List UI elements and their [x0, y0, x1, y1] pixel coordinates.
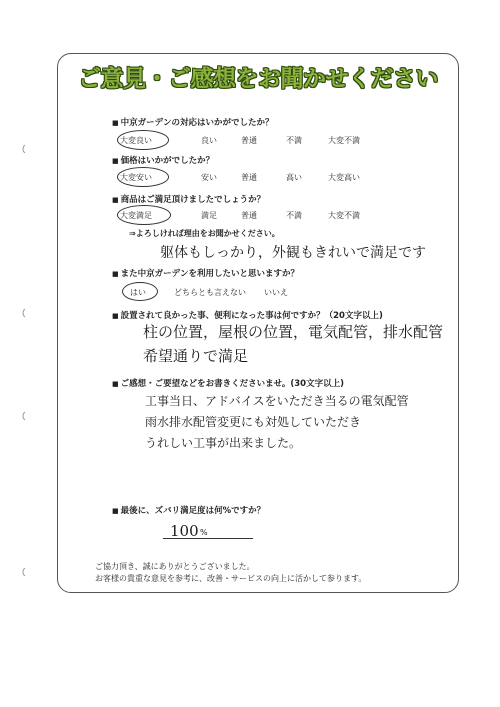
percent-unit: % [200, 528, 208, 537]
question-benefits: ■ 設置されて良かった事、便利になった事は何ですか？（20文字以上) [112, 309, 383, 321]
option-good[interactable]: 良い [201, 136, 217, 145]
question-product: ■ 商品はご満足頂けましたでしょうか？ [112, 193, 265, 205]
punch-hole-icon [17, 308, 27, 318]
option-no[interactable]: いいえ [264, 288, 288, 297]
handwritten-percent[interactable]: 100 [170, 522, 199, 540]
question-satisfaction-percent: ■ 最後に、ズバリ満足度は何%ですか？ [112, 504, 265, 516]
option-cheap[interactable]: 安い [201, 173, 217, 182]
footer-note: お客様の貴重な意見を参考に、改善・サービスの向上に活かして参ります。 [95, 574, 367, 583]
handwritten-comments-line2[interactable]: 雨水排水配管変更にも対処していただき [145, 415, 362, 429]
option-very-unsatisfied[interactable]: 大変不満 [328, 211, 360, 220]
handwritten-reason[interactable]: 躯体もしっかり，外観もきれいで満足です [160, 245, 426, 261]
question-price: ■ 価格はいかがでしたか？ [112, 154, 214, 166]
option-normal[interactable]: 普通 [241, 136, 257, 145]
option-satisfied[interactable]: 満足 [201, 211, 217, 220]
question-service: ■ 中京ガーデンの対応はいかがでしたか？ [112, 116, 273, 128]
form-title: ご意見・ご感想をお聞かせください [78, 66, 438, 92]
option-yes[interactable]: はい [130, 288, 146, 297]
option-unsatisfied[interactable]: 不満 [286, 136, 302, 145]
option-very-expensive[interactable]: 大変高い [328, 173, 360, 182]
option-normal[interactable]: 普通 [241, 173, 257, 182]
option-very-cheap[interactable]: 大変安い [120, 173, 152, 182]
option-expensive[interactable]: 高い [286, 173, 302, 182]
handwritten-benefits-line1[interactable]: 柱の位置，屋根の位置，電気配管，排水配管 [143, 323, 444, 341]
answer-underline [163, 538, 253, 539]
handwritten-benefits-line2[interactable]: 希望通りで満足 [143, 347, 249, 365]
punch-hole-icon [17, 411, 27, 421]
question-comments: ■ ご感想・ご要望などをお書きくださいませ。(30文字以上) [112, 377, 344, 389]
option-neither[interactable]: どちらとも言えない [174, 288, 246, 297]
punch-hole-icon [17, 567, 27, 577]
handwritten-comments-line3[interactable]: うれしい工事が出来ました。 [145, 436, 302, 450]
option-normal[interactable]: 普通 [241, 211, 257, 220]
punch-hole-icon [17, 144, 27, 154]
handwritten-comments-line1[interactable]: 工事当日、アドバイスをいただき当るの電気配管 [145, 394, 409, 408]
footer-thanks: ご協力頂き、誠にありがとうございました。 [95, 562, 255, 571]
question-reuse: ■ また中京ガーデンを利用したいと思いますか？ [112, 267, 299, 279]
option-unsatisfied[interactable]: 不満 [286, 211, 302, 220]
option-very-satisfied[interactable]: 大変満足 [120, 211, 152, 220]
option-very-good[interactable]: 大変良い [120, 136, 152, 145]
option-very-unsatisfied[interactable]: 大変不満 [328, 136, 360, 145]
reason-hint: ⇒よろしければ理由をお聞かせください。 [129, 229, 280, 238]
